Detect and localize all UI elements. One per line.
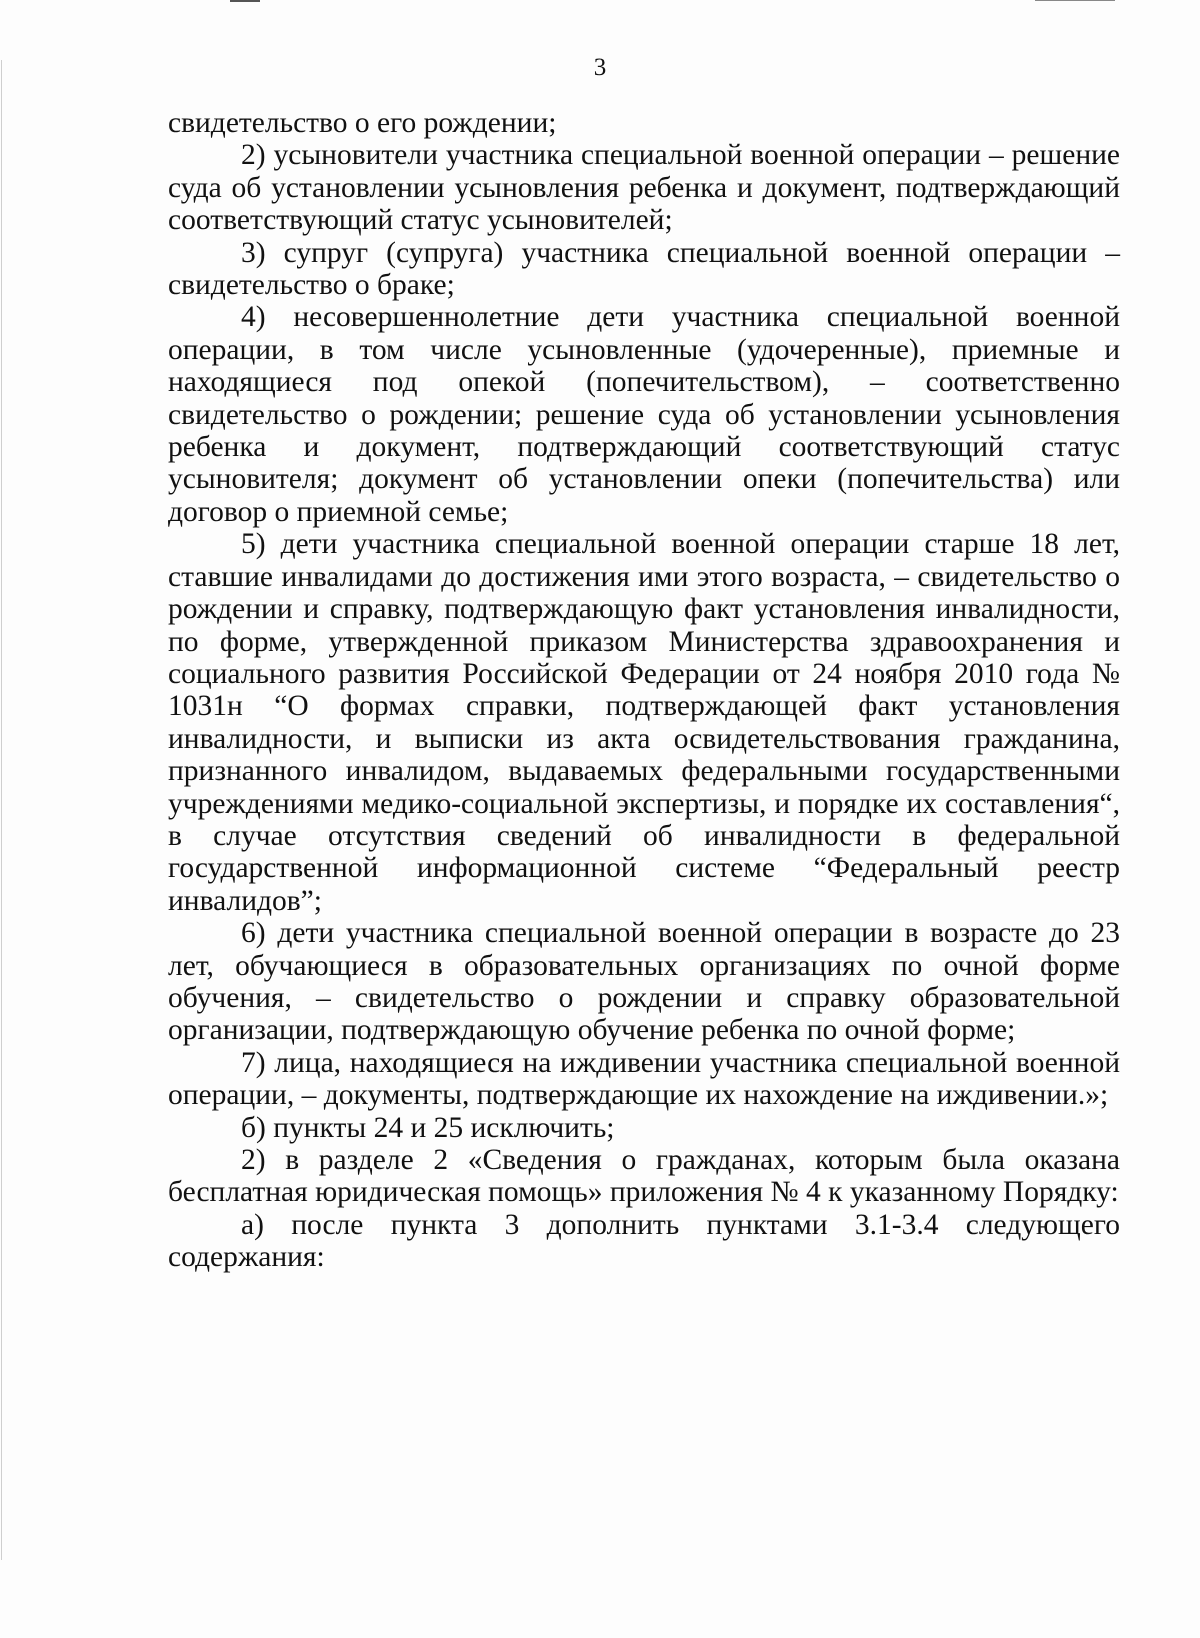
paragraph: 2) усыновители участника специальной военной операции – решение суда об установлении усыновления ребенка и документ, подтверждающий соответствующий статус усыновителей;	[168, 139, 1120, 237]
paragraph: 3) супруг (супруга) участника специальной военной операции – свидетельство о браке;	[168, 236, 1120, 302]
document-body	[168, 107, 1120, 1274]
page-number: 3	[593, 54, 607, 81]
paragraph: 6) дети участника специальной военной операции в возрасте до 23 лет, обучающиеся в образовательных организациях по очной форме обучения, – свидетельство о рождении и справку образовательной организации, подтверждающую обучение ребенка по очной форме;	[168, 917, 1120, 1047]
paragraph: 2) в разделе 2 «Сведения о гражданах, которым была оказана бесплатная юридическая помощь» приложения № 4 к указанному Порядку:	[168, 1144, 1120, 1209]
paragraph: 5) дети участника специальной военной операции старше 18 лет, ставшие инвалидами до достижения ими этого возраста, – свидетельство о рождении и справку, подтверждающую факт установления инвалидности, по форме, утвержденной приказом Министерства здравоохранения и социального развития Российской Федерации от 24 ноября 2010 года № 1031н “О формах справки, подтверждающей факт установления инвалидности, и выписки из акта освидетельствования гражданина, признанного инвалидом, выдаваемых федеральными государственными учреждениями медико-социальной экспертизы, и порядке их составления“, в случае отсутствия сведений об инвалидности в федеральной государственной информационной системе “Федеральный реестр инвалидов”;	[168, 528, 1120, 917]
paragraph: 4) несовершеннолетние дети участника специальной военной операции, в том числе усыновленные (удочеренные), приемные и находящиеся под опекой (попечительством), – соответственно свидетельство о рождении; решение суда об установлении усыновления ребенка и документ, подтверждающий соответствующий статус усыновителя; документ об установлении опеки (попечительства) или договор о приемной семье;	[168, 301, 1120, 528]
scan-edge	[1, 60, 2, 1560]
scan-artifact	[230, 0, 260, 2]
paragraph: свидетельство о его рождении;	[168, 107, 557, 139]
paragraph: а) после пункта 3 дополнить пунктами 3.1-3.4 следующего содержания:	[168, 1208, 1120, 1274]
paragraph: 7) лица, находящиеся на иждивении участника специальной военной операции, – документы, подтверждающие их нахождение на иждивении.»;	[168, 1046, 1120, 1112]
scan-artifact	[1035, 0, 1115, 1]
paragraph: б) пункты 24 и 25 исключить;	[241, 1111, 615, 1144]
